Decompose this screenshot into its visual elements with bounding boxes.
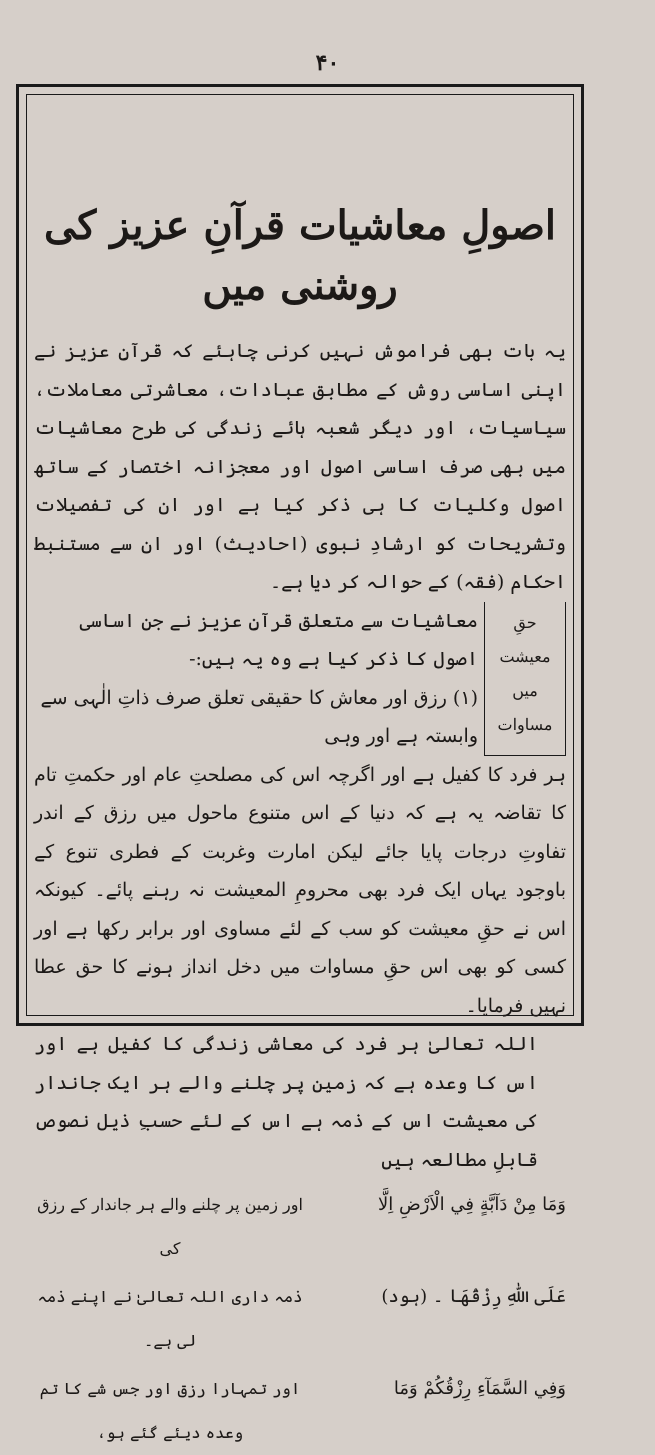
verse-arabic: وَمَا مِنْ دَآبَّةٍ فِي الْاَرْضِ اِلَّا [377, 1194, 566, 1215]
intro-paragraph: یہ بات بھی فراموش نہیں کرنی چاہئے کہ قرآنِ عزیز نے اپنی اساسی روش کے مطابق عبادات، معاشرتی معاملات، سیاسیات، اور دیگر شعبہ ہائے زندگی کی طرح معاشیات میں بھی صرف اساسی اصول اور معجزانہ اختصار کے ساتھ اصول وکلیات کا ہی ذکر کیا ہے اور ان کی تفصیلات وتشریحات کو ارشادِ نبوی (احادیث) اور ان سے مستنبط احکام (فقہ) کے حوالہ کر دیا ہے۔ [34, 340, 566, 593]
section-paragraph: ہر فرد کا کفیل ہے اور اگرچہ اس کی مصلحتِ عام اور حکمتِ تام کا تقاضہ یہ ہے کہ دنیا کے اس متنوع ماحول میں رزق کے اندر تفاوتِ درجات پایا جائے لیکن امارت وغربت کے فطری تنوع کے باوجود یہاں ایک فرد بھی محرومِ المعیشت نہ رہنے پائے۔ کیونکہ اس نے حقِ معیشت کو سب کے لئے مساوی اور برابر رکھا ہے اور کسی کو بھی اس حقِ مساوات میں دخل انداز ہونے کا حق عطا نہیں فرمایا۔ [34, 763, 566, 1017]
chapter-title: اصولِ معاشیات قرآنِ عزیز کی روشنی میں [43, 202, 557, 309]
verse-translation: ذمہ داری اللہ تعالیٰ نے اپنے ذمہ لی ہے۔ [37, 1287, 303, 1350]
section-intro-block [34, 602, 484, 756]
verse-arabic: وَفِي السَّمَآءِ رِزْقُكُمْ وَمَا [393, 1378, 566, 1399]
verse-row [34, 1367, 566, 1455]
side-heading-line-2: میں مساوات [497, 680, 553, 734]
closing-paragraph: اللہ تعالیٰ ہر فرد کی معاشی زندگی کا کفیل ہے اور اس کا وعدہ ہے کہ زمین پر چلنے والے ہر ایک جاندار کی معیشت اس کے ذمہ ہے اس کے لئے حسبِ ذیل نصوص قابلِ مطالعہ ہیں [34, 1033, 538, 1171]
verse-translation: اور زمین پر چلنے والے ہر جاندار کے رزق کی [37, 1195, 303, 1258]
side-heading-line-1: حقِ معیشت [499, 612, 551, 666]
verse-row [34, 1275, 566, 1363]
verse-arabic: عَلَى اللّٰهِ رِزْقُهَا ۔ (ہود) [381, 1286, 566, 1307]
page-content [34, 196, 566, 1455]
verse-translation: اور تمہارا رزق اور جس شے کا تم وعدہ دیئے گئے ہو، [39, 1379, 301, 1442]
verse-list [34, 1183, 566, 1455]
page-number: ۴۰ [315, 50, 340, 76]
side-heading-box [484, 602, 566, 756]
section-intro: معاشیات سے متعلق قرآنِ عزیز نے جن اساسی اصول کا ذکر کیا ہے وہ یہ ہیں:- [79, 609, 478, 670]
section-point-1: (۱) رزق اور معاش کا حقیقی تعلق صرف ذاتِ الٰہی سے وابستہ ہے اور وہی [40, 686, 478, 747]
verse-row [34, 1183, 566, 1271]
equality-section [34, 602, 566, 756]
